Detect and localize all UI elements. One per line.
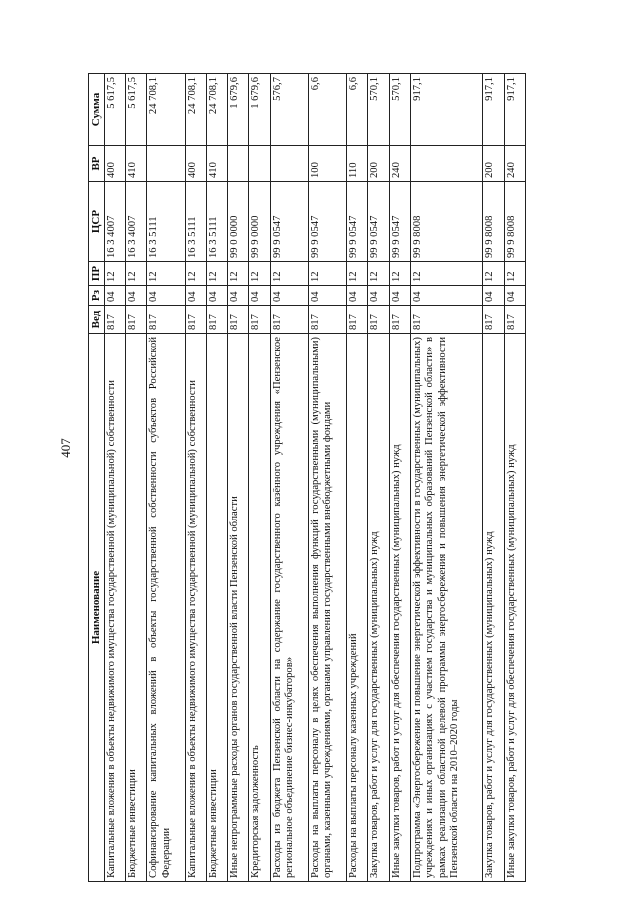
cell-vr — [249, 146, 270, 182]
table-row — [270, 74, 308, 882]
header-pr: ПР — [89, 262, 105, 286]
table-row — [347, 74, 368, 882]
cell-vr: 400 — [104, 146, 125, 182]
cell-rz: 04 — [126, 286, 147, 306]
cell-sum: 6,6 — [347, 74, 368, 146]
cell-name: Капитальные вложения в объекты недвижимого имущества государственной (муниципальной) собственности — [104, 334, 125, 882]
cell-sum: 1 679,6 — [249, 74, 270, 146]
budget-table — [88, 73, 526, 882]
cell-sum: 917,1 — [504, 74, 525, 146]
cell-rz: 04 — [389, 286, 410, 306]
table-row — [410, 74, 482, 882]
header-vr: ВР — [89, 146, 105, 182]
cell-rz: 04 — [308, 286, 346, 306]
cell-pr: 12 — [185, 262, 206, 286]
cell-name: Закупка товаров, работ и услуг для государственных (муниципальных) нужд — [368, 334, 389, 882]
cell-name: Иные закупки товаров, работ и услуг для обеспечения государственных (муниципальных) нужд — [504, 334, 525, 882]
table-row — [504, 74, 525, 882]
cell-ved: 817 — [147, 306, 185, 334]
cell-csr: 99 0 0000 — [228, 182, 249, 262]
cell-pr: 12 — [308, 262, 346, 286]
cell-rz: 04 — [347, 286, 368, 306]
header-name: Наименование — [89, 334, 105, 882]
cell-pr: 12 — [504, 262, 525, 286]
header-csr: ЦСР — [89, 182, 105, 262]
cell-ved: 817 — [368, 306, 389, 334]
cell-csr: 99 9 8008 — [504, 182, 525, 262]
cell-vr — [270, 146, 308, 182]
cell-vr: 100 — [308, 146, 346, 182]
cell-csr: 99 9 0000 — [249, 182, 270, 262]
cell-sum: 576,7 — [270, 74, 308, 146]
cell-name: Расходы на выплаты персоналу казенных учреждений — [347, 334, 368, 882]
cell-ved: 817 — [249, 306, 270, 334]
cell-vr — [147, 146, 185, 182]
cell-rz: 04 — [249, 286, 270, 306]
cell-csr: 16 3 4007 — [126, 182, 147, 262]
cell-name: Расходы на выплаты персоналу в целях обеспечения выполнения функций государственными (муниципальными) органами, казенными учреждениями, органами управления государственными внебюджетными фондами — [308, 334, 346, 882]
table-row — [249, 74, 270, 882]
cell-vr: 400 — [185, 146, 206, 182]
cell-csr: 99 9 0547 — [389, 182, 410, 262]
cell-name: Бюджетные инвестиции — [126, 334, 147, 882]
cell-csr: 99 9 8008 — [483, 182, 504, 262]
cell-csr: 99 9 0547 — [347, 182, 368, 262]
table-header-row — [89, 74, 105, 882]
cell-pr: 12 — [347, 262, 368, 286]
cell-rz: 04 — [228, 286, 249, 306]
cell-pr: 12 — [147, 262, 185, 286]
cell-rz: 04 — [185, 286, 206, 306]
page-number: 407 — [58, 438, 73, 458]
cell-ved: 817 — [126, 306, 147, 334]
cell-name: Закупка товаров, работ и услуг для государственных (муниципальных) нужд — [483, 334, 504, 882]
cell-sum: 6,6 — [308, 74, 346, 146]
cell-rz: 04 — [147, 286, 185, 306]
header-rz: Рз — [89, 286, 105, 306]
cell-ved: 817 — [483, 306, 504, 334]
cell-csr: 99 9 8008 — [410, 182, 482, 262]
table-row — [126, 74, 147, 882]
table-row — [185, 74, 206, 882]
rotated-table-frame — [88, 74, 526, 882]
cell-ved: 817 — [228, 306, 249, 334]
cell-rz: 04 — [206, 286, 227, 306]
table-row — [483, 74, 504, 882]
cell-sum: 917,1 — [410, 74, 482, 146]
cell-csr: 16 3 5111 — [206, 182, 227, 262]
cell-pr: 12 — [389, 262, 410, 286]
cell-rz: 04 — [368, 286, 389, 306]
cell-ved: 817 — [104, 306, 125, 334]
cell-vr: 240 — [389, 146, 410, 182]
table-row — [389, 74, 410, 882]
cell-rz: 04 — [270, 286, 308, 306]
cell-vr: 410 — [126, 146, 147, 182]
cell-ved: 817 — [347, 306, 368, 334]
cell-vr — [228, 146, 249, 182]
cell-name: Расходы из бюджета Пензенской области на содержание государственного казённого учреждения «Пензенское региональное объединение бизнес-инкубаторов» — [270, 334, 308, 882]
cell-vr: 110 — [347, 146, 368, 182]
cell-vr: 240 — [504, 146, 525, 182]
cell-rz: 04 — [410, 286, 482, 306]
cell-sum: 24 708,1 — [147, 74, 185, 146]
cell-ved: 817 — [270, 306, 308, 334]
header-ved: Вед — [89, 306, 105, 334]
header-sum: Сумма — [89, 74, 105, 146]
cell-pr: 12 — [410, 262, 482, 286]
table-row — [206, 74, 227, 882]
cell-rz: 04 — [483, 286, 504, 306]
cell-pr: 12 — [249, 262, 270, 286]
cell-name: Иные закупки товаров, работ и услуг для обеспечения государственных (муниципальных) нужд — [389, 334, 410, 882]
cell-vr: 200 — [483, 146, 504, 182]
cell-name: Софинансирование капитальных вложений в объекты государственной собственности субъектов Российской Федерации — [147, 334, 185, 882]
cell-vr: 200 — [368, 146, 389, 182]
cell-rz: 04 — [504, 286, 525, 306]
cell-sum: 1 679,6 — [228, 74, 249, 146]
cell-ved: 817 — [185, 306, 206, 334]
cell-rz: 04 — [104, 286, 125, 306]
cell-csr: 99 9 0547 — [270, 182, 308, 262]
cell-ved: 817 — [308, 306, 346, 334]
cell-csr: 16 3 4007 — [104, 182, 125, 262]
cell-pr: 12 — [483, 262, 504, 286]
table-row — [368, 74, 389, 882]
cell-sum: 570,1 — [389, 74, 410, 146]
cell-csr: 99 9 0547 — [368, 182, 389, 262]
cell-vr — [410, 146, 482, 182]
cell-sum: 24 708,1 — [185, 74, 206, 146]
cell-sum: 570,1 — [368, 74, 389, 146]
cell-sum: 5 617,5 — [104, 74, 125, 146]
cell-pr: 12 — [270, 262, 308, 286]
table-row — [308, 74, 346, 882]
cell-name: Иные непрограммные расходы органов государственной власти Пензенской области — [228, 334, 249, 882]
cell-name: Кредиторская задолженность — [249, 334, 270, 882]
cell-vr: 410 — [206, 146, 227, 182]
cell-csr: 99 9 0547 — [308, 182, 346, 262]
cell-ved: 817 — [410, 306, 482, 334]
cell-pr: 12 — [206, 262, 227, 286]
cell-pr: 12 — [368, 262, 389, 286]
cell-ved: 817 — [504, 306, 525, 334]
table-row — [147, 74, 185, 882]
cell-sum: 5 617,5 — [126, 74, 147, 146]
cell-name: Подпрограмма «Энергосбережение и повышение энергетической эффективности в государственных (муниципальных) учреждениях и иных организациях с участием государства и муниципальных образований Пензенской области» в рамках реализации областной целевой программы энергосбережения и повышения энергетической эффективности Пензенской области на 2010–2020 годы — [410, 334, 482, 882]
table-row — [104, 74, 125, 882]
cell-csr: 16 3 5111 — [185, 182, 206, 262]
cell-pr: 12 — [228, 262, 249, 286]
table-row — [228, 74, 249, 882]
cell-pr: 12 — [104, 262, 125, 286]
cell-ved: 817 — [206, 306, 227, 334]
cell-sum: 917,1 — [483, 74, 504, 146]
cell-sum: 24 708,1 — [206, 74, 227, 146]
cell-pr: 12 — [126, 262, 147, 286]
cell-name: Бюджетные инвестиции — [206, 334, 227, 882]
cell-csr: 16 3 5111 — [147, 182, 185, 262]
cell-ved: 817 — [389, 306, 410, 334]
cell-name: Капитальные вложения в объекты недвижимого имущества государственной (муниципальной) собственности — [185, 334, 206, 882]
